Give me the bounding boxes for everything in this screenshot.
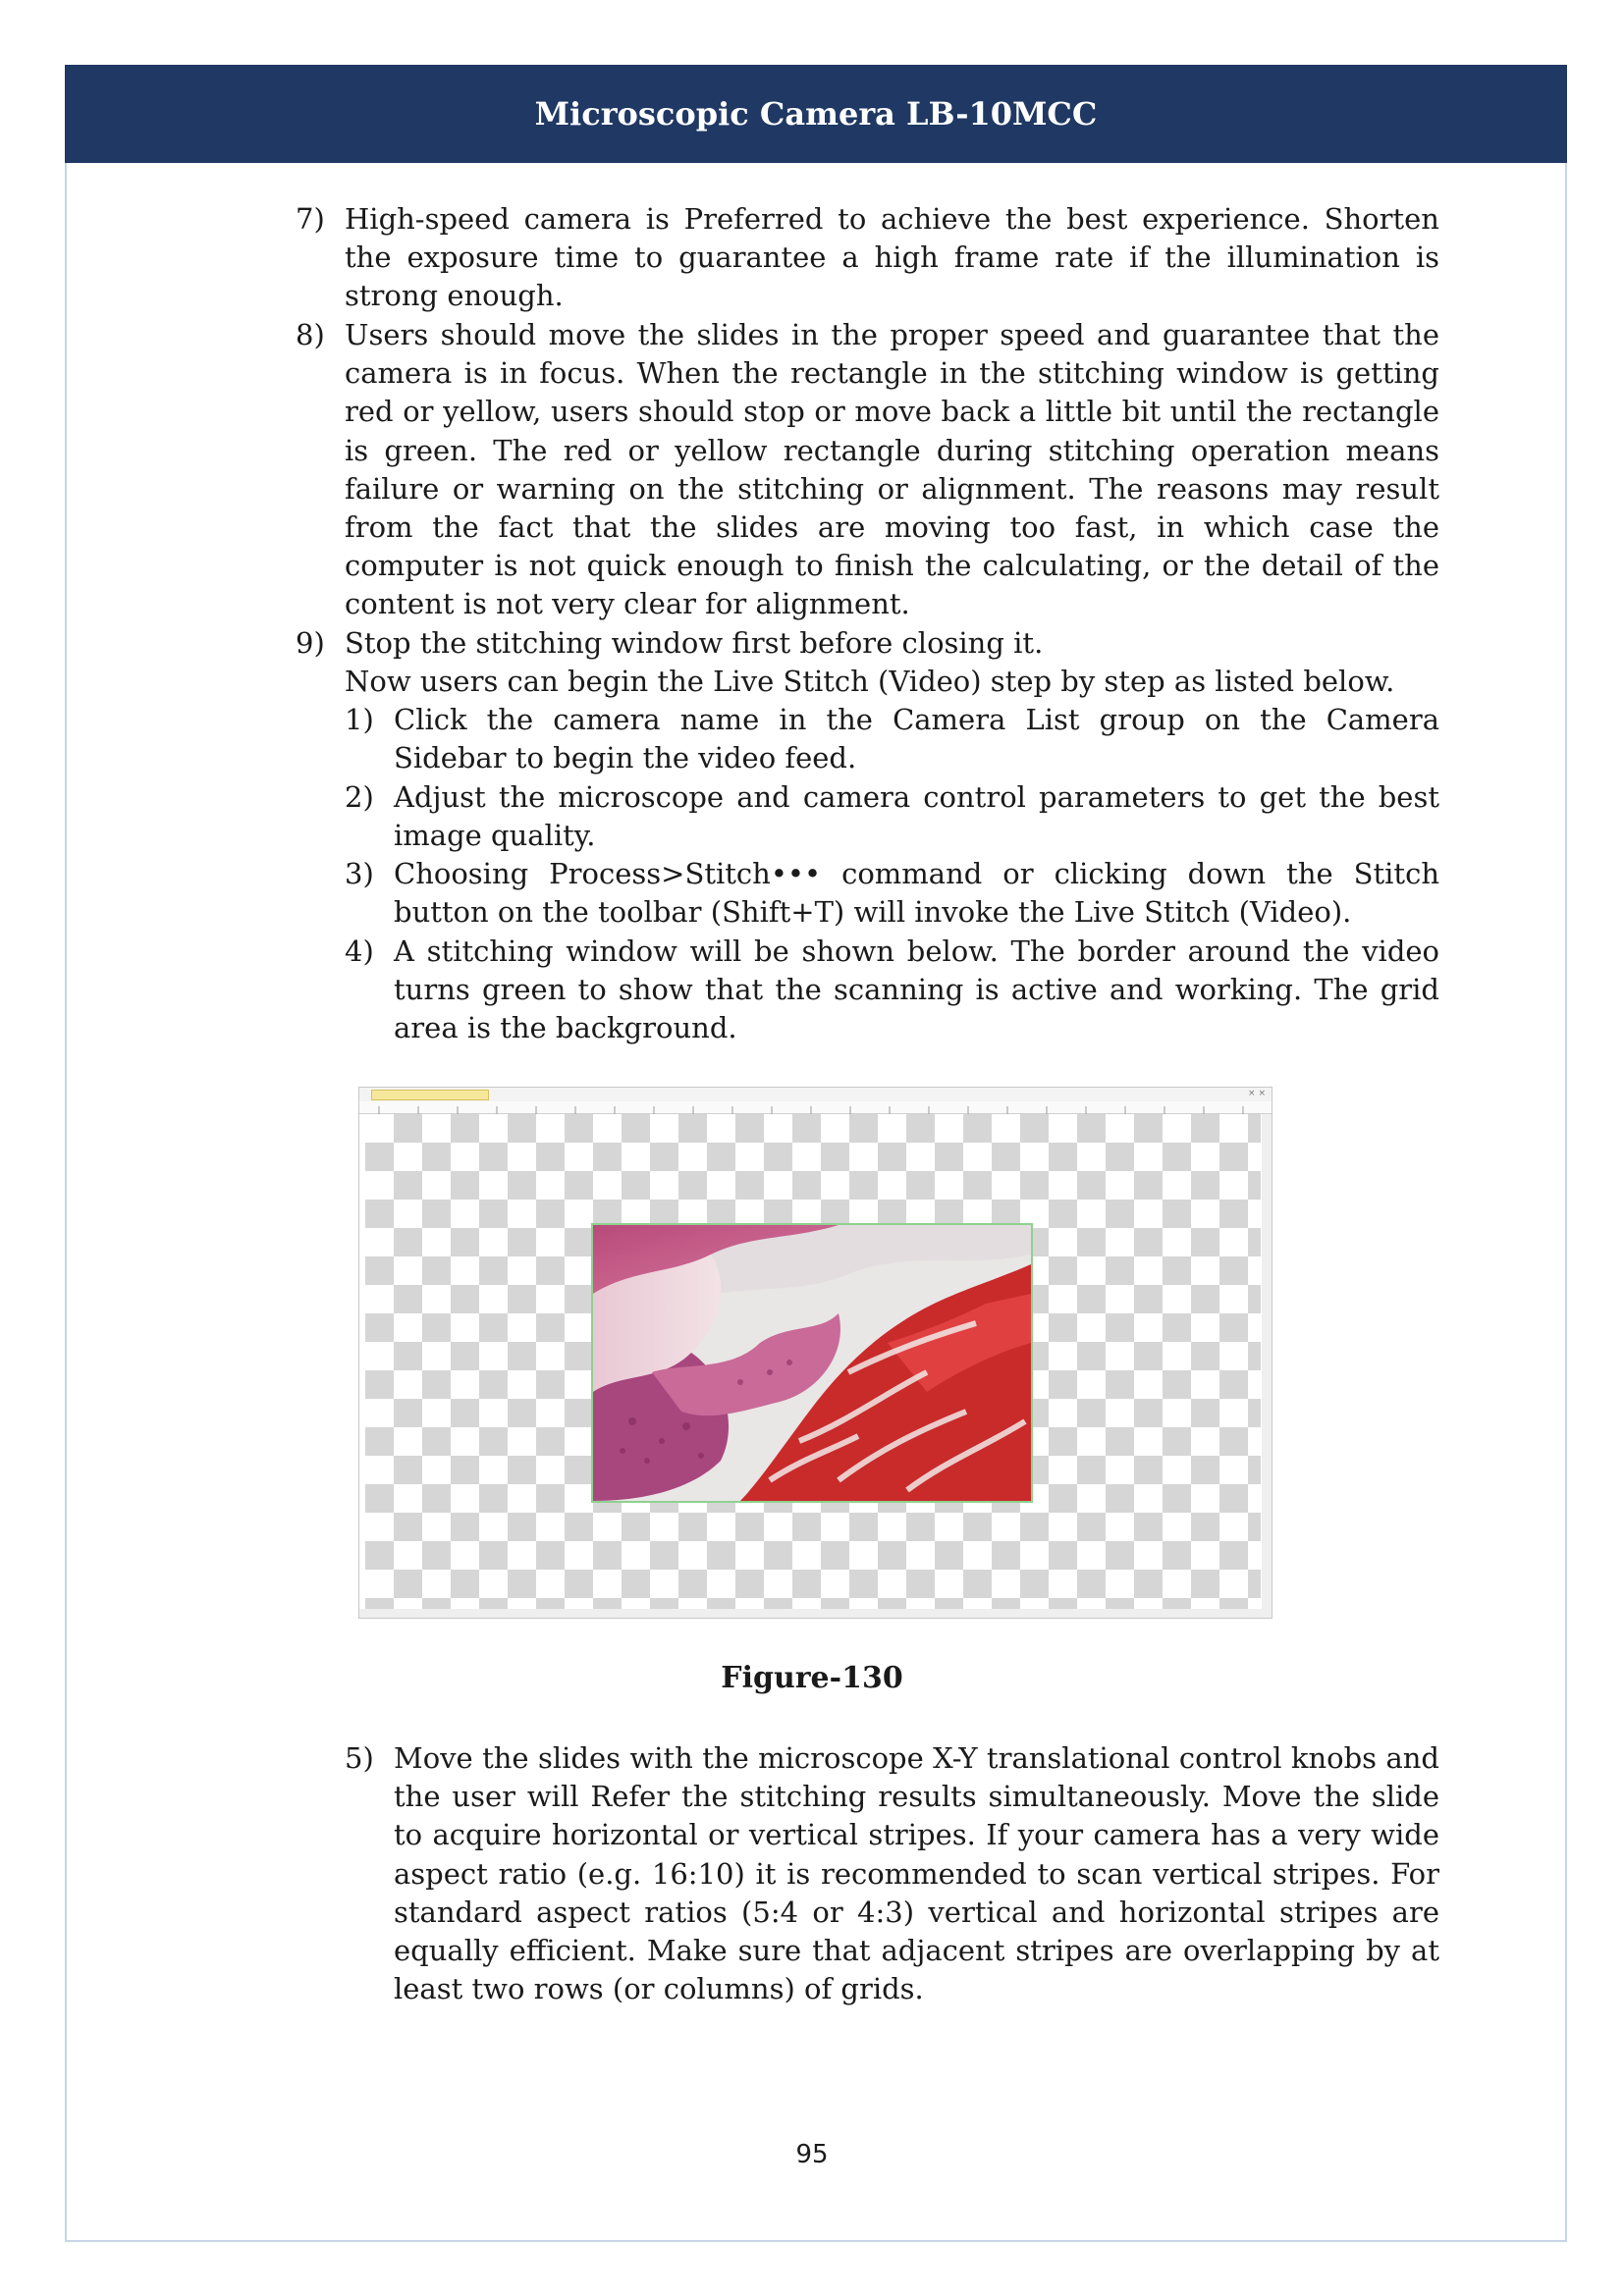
page-header: Microscopic Camera LB-10MCC — [65, 65, 1567, 163]
step-number: 5) — [345, 1741, 374, 1775]
step-text: A stitching window will be shown below. The border around the video turns green to show that the scanning is active and working. The grid area is the background. — [394, 934, 1439, 1045]
list-item-text: Stop the stitching window first before closing it. — [345, 626, 1044, 660]
window-tab — [371, 1090, 489, 1100]
tissue-image — [593, 1225, 1031, 1501]
ruler — [359, 1101, 1272, 1114]
list-item-number: 9) — [296, 626, 325, 660]
step-text: Choosing Process>Stitch••• command or clicking down the Stitch button on the toolbar (Shift+T) will invoke the Live Stitch (Video). — [394, 857, 1439, 930]
close-icon: × × — [1248, 1089, 1266, 1098]
step-number: 1) — [345, 703, 374, 736]
list-item-number: 8) — [296, 318, 325, 351]
step-number: 4) — [345, 934, 374, 968]
list-item-number: 7) — [296, 202, 325, 236]
step-text: Move the slides with the microscope X-Y translational control knobs and the user will Refer the stitching results simultaneously. Move the slide to acquire horizontal or vertical stripes. If your camera has a very wide aspect ratio (e.g. 16:10) it is recommended to scan vertical stripes. For standard aspect ratios (5:4 or 4:3) vertical and horizontal stripes are equally efficient. Make sure that adjacent stripes are overlapping by at least two rows (or columns) of grids. — [394, 1741, 1439, 2006]
stitching-window-screenshot — [358, 1087, 1272, 1619]
window-titlebar — [359, 1088, 1272, 1101]
horizontal-scrollbar — [359, 1609, 1272, 1618]
figure-caption: Figure-130 — [721, 1661, 903, 1695]
step-number: 2) — [345, 780, 374, 814]
vertical-scrollbar — [1262, 1114, 1272, 1610]
list-item-text: High-speed camera is Preferred to achieve the best experience. Shorten the exposure time to guarantee a high frame rate if the illumination is strong enough. — [345, 202, 1439, 313]
live-video-frame — [591, 1223, 1033, 1503]
step-number: 3) — [345, 857, 374, 890]
page-number: 95 — [795, 2140, 829, 2169]
step-text: Click the camera name in the Camera List group on the Camera Sidebar to begin the video feed. — [394, 703, 1439, 775]
list-item-text: Users should move the slides in the proper speed and guarantee that the camera is in focus. When the rectangle in the stitching window is getting red or yellow, users should stop or move back a little bit until the rectangle is green. The red or yellow rectangle during stitching operation means failure or warning on the stitching or alignment. The reasons may result from the fact that the slides are moving too fast, in which case the computer is not quick enough to finish the calculating, or the detail of the content is not very clear for alignment. — [345, 318, 1439, 621]
step-text: Adjust the microscope and camera control parameters to get the best image quality. — [394, 780, 1439, 853]
